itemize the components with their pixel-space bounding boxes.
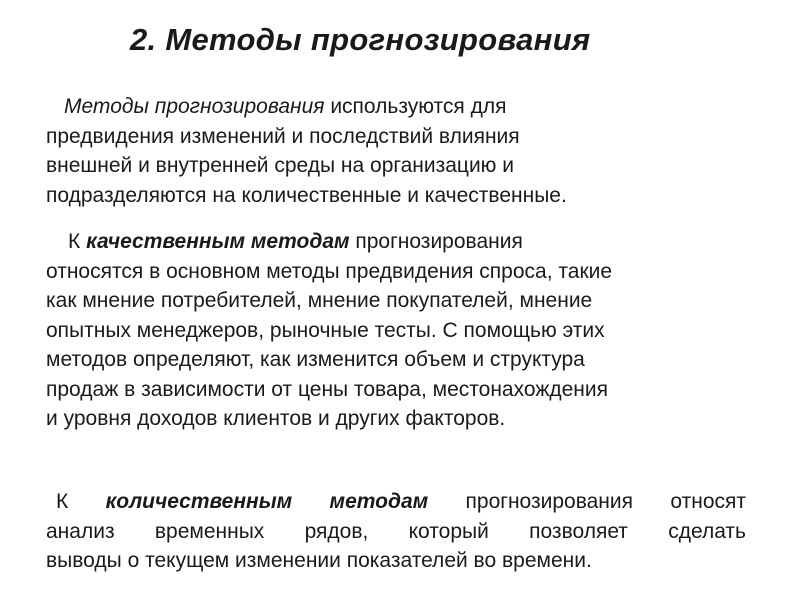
paragraph-line: продаж в зависимости от цены товара, местонахождения [46,377,608,401]
emphasized-term: количественным методам [105,490,429,513]
text-run: используются для [324,95,507,118]
paragraph-line: методов определяют, как изменится объем и структура [46,348,585,371]
paragraph-line: опытных менеджеров, рыночные тесты. С помощью этих [46,318,605,342]
paragraph-line: выводы о текущем изменении показателей во времени. [46,549,592,572]
paragraph-qualitative-methods [46,227,766,434]
paragraph-forecasting-methods [46,92,746,210]
emphasized-term: Методы прогнозирования [64,95,325,118]
text-run: прогнозирования относят [428,490,746,513]
paragraph-quantitative-methods [46,487,746,576]
paragraph-line: внешней и внутренней среды на организацию и [46,154,514,177]
paragraph-line: как мнение потребителей, мнение покупателей, мнение [46,289,593,312]
paragraph-line [46,92,746,122]
paragraph-line: подразделяются на количественные и качественные. [46,183,567,207]
text-run: прогнозирования [349,230,523,253]
paragraph-line: и уровня доходов клиентов и других факторов. [46,407,506,430]
paragraph-line [46,487,746,517]
text-run: К [56,490,106,513]
paragraph-line: предвидения изменений и последствий влияния [46,124,520,148]
paragraph-line [46,227,766,257]
text-run: К [68,230,87,253]
paragraph-line: анализ временных рядов, который позволяет сделать [46,519,746,543]
paragraph-line: относятся в основном методы предвидения спроса, такие [46,259,613,283]
emphasized-term: качественным методам [86,230,350,253]
slide-title: 2. Методы прогнозирования [130,22,591,57]
